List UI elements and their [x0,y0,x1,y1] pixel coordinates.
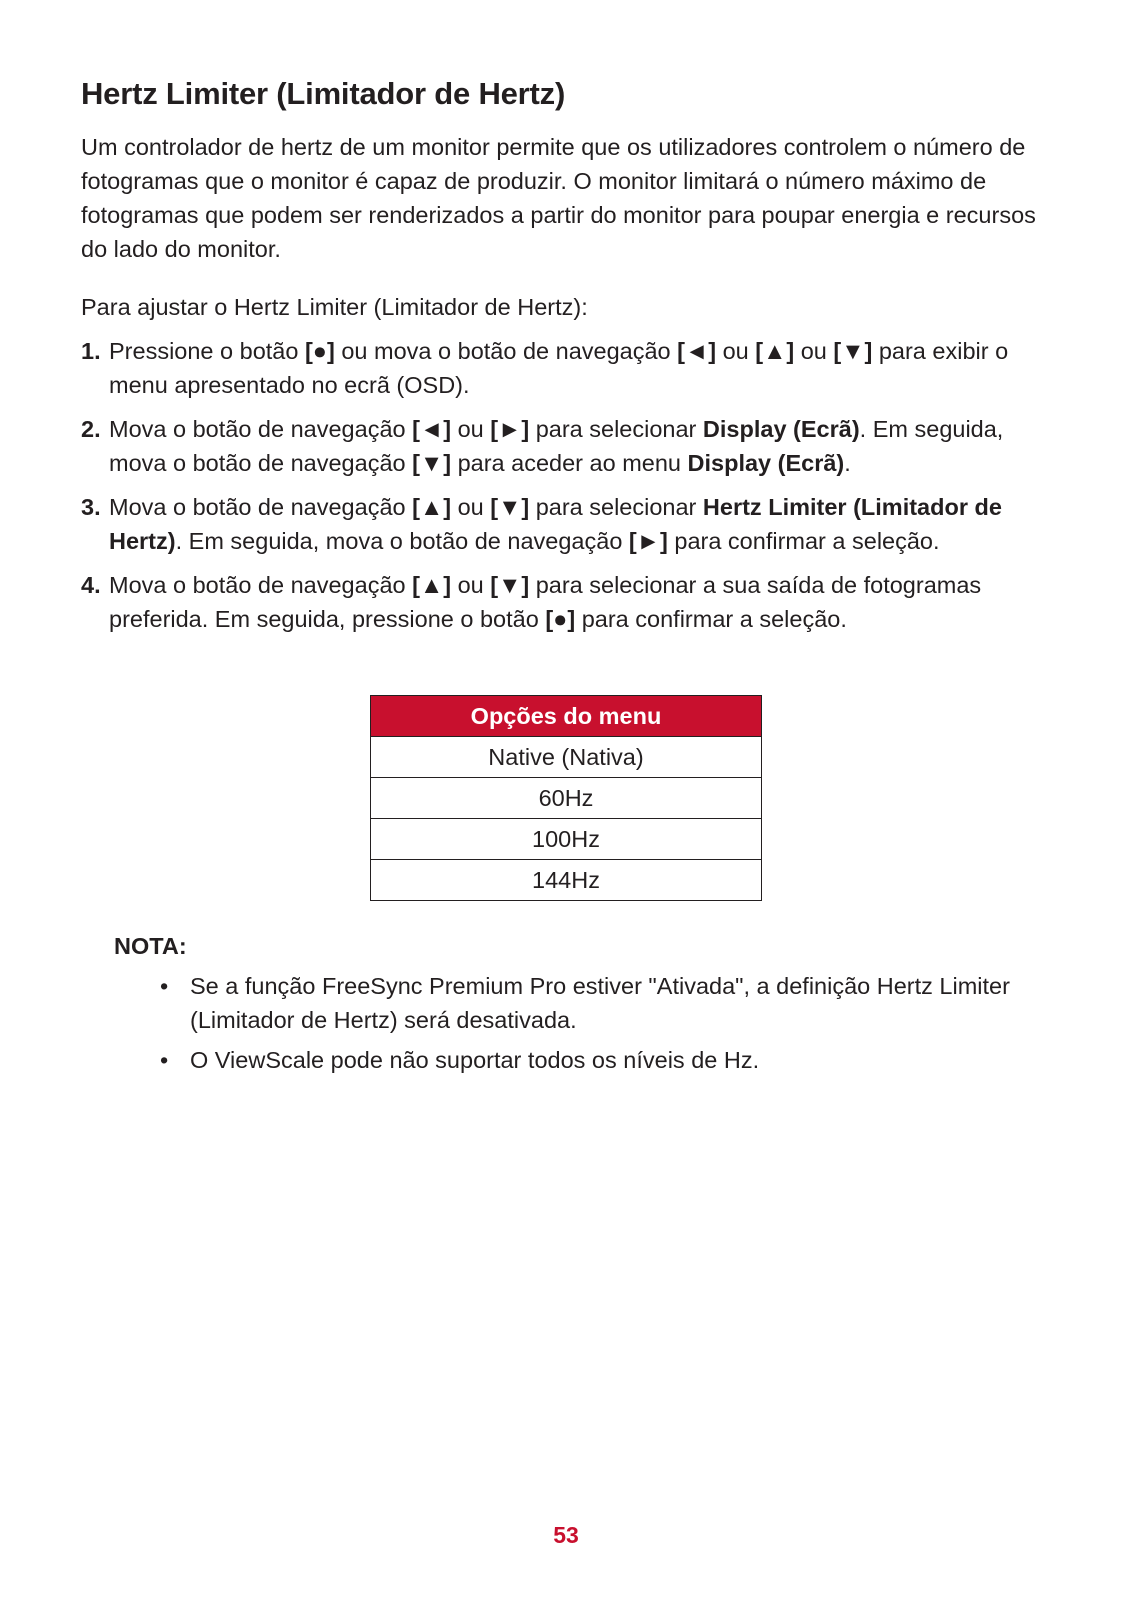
step-number: 4. [81,572,101,598]
note-item [160,969,1040,1037]
step-1 [81,334,1051,402]
table-row [371,860,762,901]
step-text: para confirmar a seleção. [667,528,940,554]
step-text: para selecionar [529,494,703,520]
step-text: para selecionar [529,416,703,442]
step-text: para aceder ao menu [451,450,688,476]
step-text: Mova o botão de navegação [109,572,413,598]
enter-button-symbol: [●] [545,606,576,632]
step-4 [81,568,1051,636]
option-144hz: 144Hz [371,860,762,901]
table-header: Opções do menu [371,696,762,737]
section-title: Hertz Limiter (Limitador de Hertz) [81,76,566,111]
left-nav-symbol: [◄] [677,338,717,364]
table-row [371,778,762,819]
table-row [371,737,762,778]
step-text: ou mova o botão de navegação [334,338,678,364]
option-100hz: 100Hz [371,819,762,860]
down-nav-symbol: [▼] [833,338,873,364]
step-text: para exibir o menu apresentado no ecrã (OSD). [109,338,1009,398]
step-text: . Em seguida, mova o botão de navegação [175,528,629,554]
step-number: 2. [81,416,101,442]
step-2 [81,412,1051,480]
step-text: Pressione o botão [109,338,305,364]
note-text: O ViewScale pode não suportar todos os níveis de Hz. [190,1047,760,1073]
steps-list [81,334,1051,646]
menu-name-bold: Display (Ecrã) [687,450,845,476]
enter-button-symbol: [●] [304,338,335,364]
step-text: ou [451,416,491,442]
right-nav-symbol: [►] [628,528,668,554]
option-native: Native (Nativa) [371,737,762,778]
procedure-lead: Para ajustar o Hertz Limiter (Limitador de Hertz): [81,294,588,320]
table-row [371,819,762,860]
step-text: ou [451,572,491,598]
step-text: ou [716,338,756,364]
notes-list [160,969,1040,1083]
step-number: 3. [81,494,101,520]
step-3 [81,490,1051,558]
step-number: 1. [81,338,101,364]
right-nav-symbol: [►] [490,416,530,442]
down-nav-symbol: [▼] [490,572,530,598]
step-text: Mova o botão de navegação [109,494,413,520]
bullet-icon: • [160,973,169,999]
note-text: Se a função FreeSync Premium Pro estiver "Ativada", a definição Hertz Limiter (Limitador de Hertz) será desativada. [190,973,1010,1033]
step-text: . Em seguida, mova o botão de navegação [109,416,1004,476]
step-text: para selecionar a sua saída de fotogramas preferida. Em seguida, pressione o botão [109,572,982,632]
up-nav-symbol: [▲] [412,494,452,520]
left-nav-symbol: [◄] [412,416,452,442]
option-60hz: 60Hz [371,778,762,819]
intro-paragraph: Um controlador de hertz de um monitor permite que os utilizadores controlem o número de fotogramas que o monitor é capaz de produzir. O monitor limitará o número máximo de fotogramas que podem ser renderizados a partir do monitor para poupar energia e recursos do lado do monitor. [81,134,1036,262]
down-nav-symbol: [▼] [490,494,530,520]
step-text: ou [451,494,491,520]
page-number: 53 [553,1522,579,1548]
menu-options-table [370,695,762,901]
step-text: para confirmar a seleção. [575,606,847,632]
note-item [160,1043,1040,1077]
step-text: Mova o botão de navegação [109,416,413,442]
down-nav-symbol: [▼] [412,450,452,476]
step-text: . [844,450,851,476]
step-text: ou [794,338,834,364]
up-nav-symbol: [▲] [755,338,795,364]
menu-name-bold: Display (Ecrã) [702,416,860,442]
menu-name-bold: Hertz Limiter (Limitador de Hertz) [109,494,1002,554]
note-title: NOTA: [114,933,187,959]
bullet-icon: • [160,1047,169,1073]
up-nav-symbol: [▲] [412,572,452,598]
